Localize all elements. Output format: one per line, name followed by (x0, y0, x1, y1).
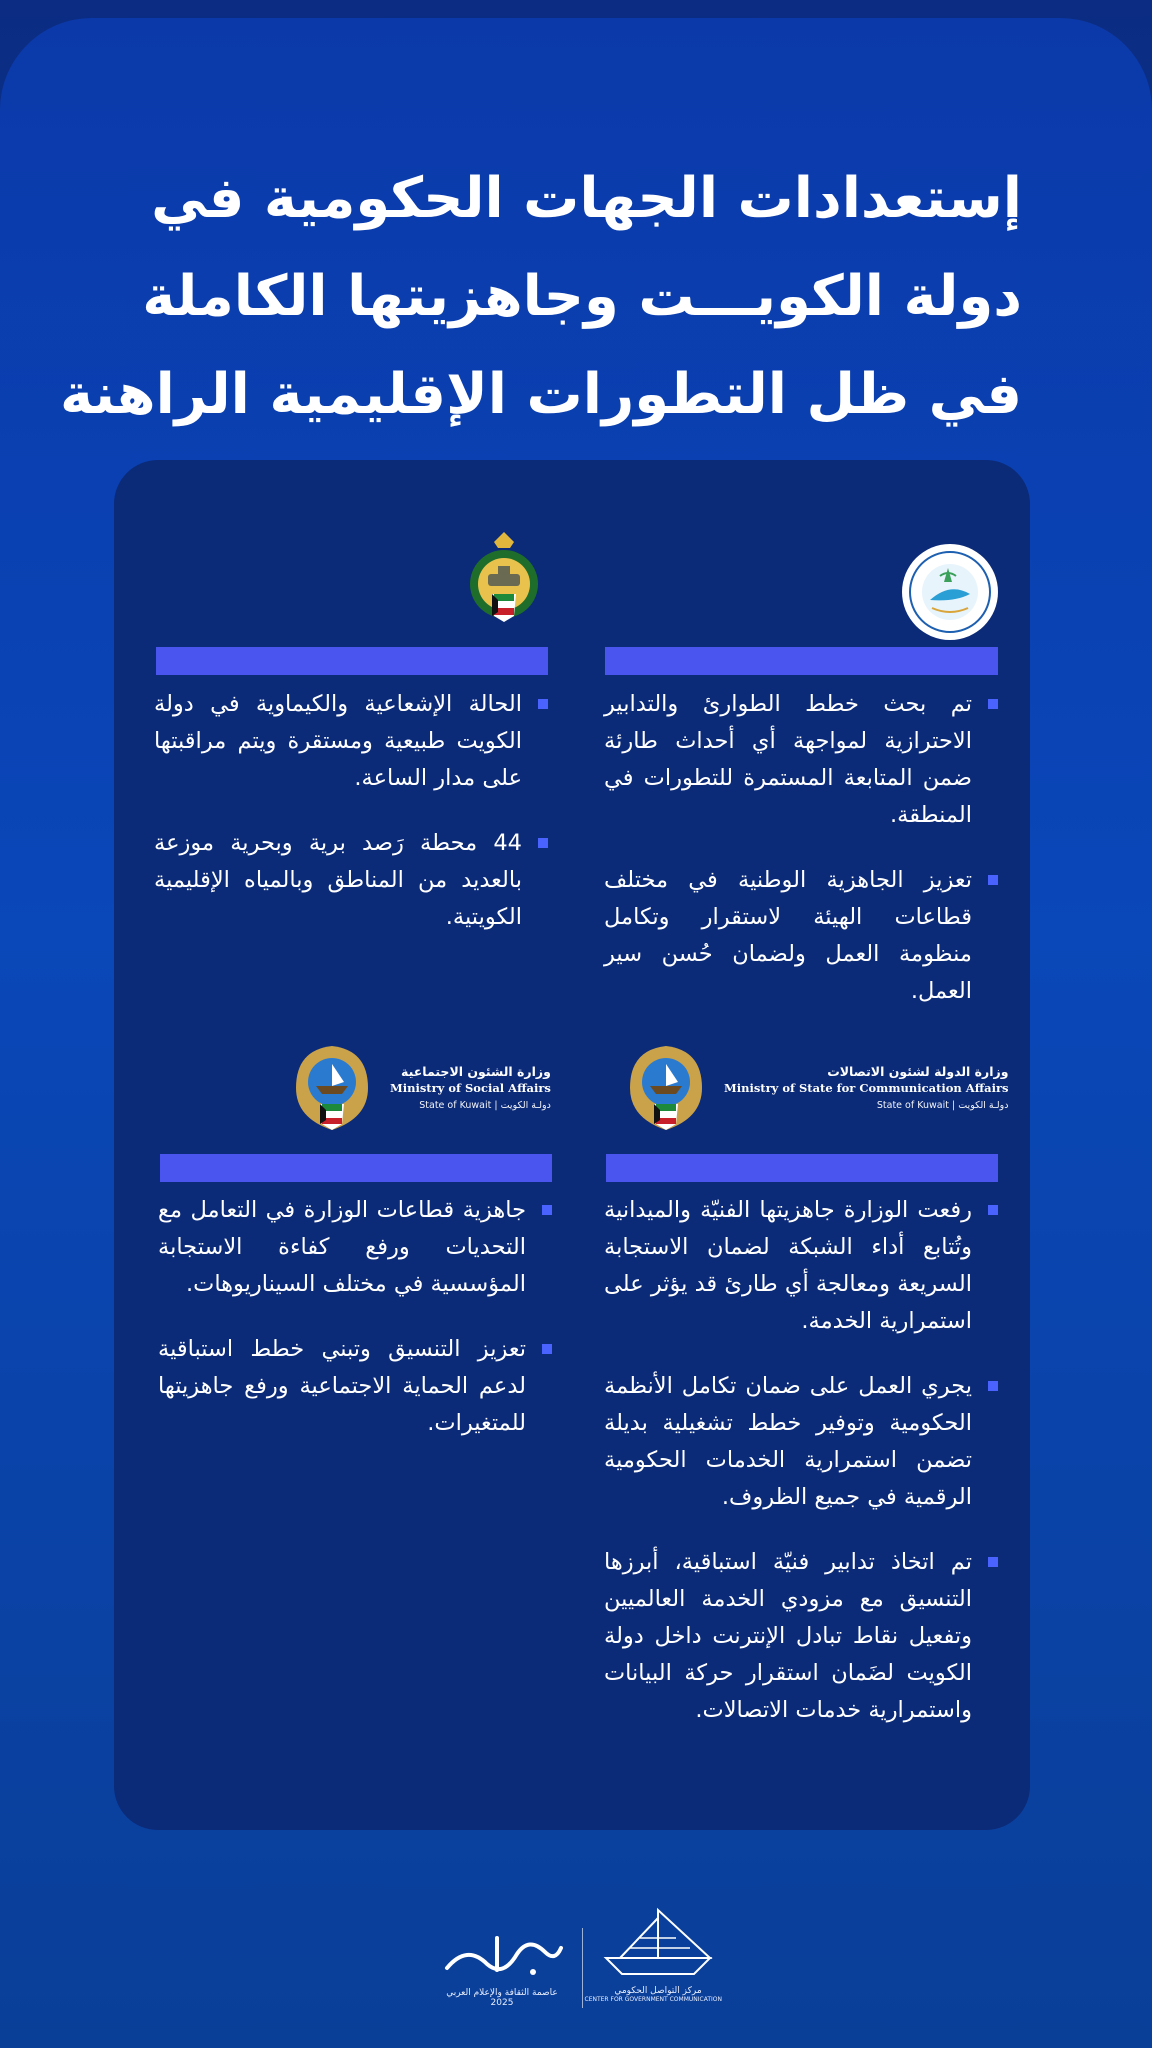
state-ar: دولـة الكويت (500, 1099, 551, 1111)
bullet-square-icon (988, 699, 998, 709)
top-left-column (154, 686, 548, 964)
list-item: تم بحث خطط الطوارئ والتدابير الاحترازية لمواجهة أي أحداث طارئة ضمن المتابعة المستمرة للتطورات في المنطقة. (604, 686, 998, 834)
kuwait-emblem-icon (620, 1038, 712, 1138)
social-affairs-ministry-header (286, 1038, 551, 1138)
bullet-square-icon (542, 1205, 552, 1215)
list-item: 44 محطة رَصد برية وبحرية موزعة بالعديد من المناطق وبالمياه الإقليمية الكويتية. (154, 825, 548, 936)
bottom-right-column (604, 1192, 998, 1757)
title-line-3: في ظل التطورات الإقليمية الراهنة (59, 362, 1022, 427)
top-right-column (604, 686, 998, 1038)
national-guard-logo (458, 528, 550, 628)
communication-ministry-header (620, 1038, 1009, 1138)
fisheries-authority-logo (900, 542, 1000, 642)
bullet-square-icon (988, 1381, 998, 1391)
ministry-name-block (390, 1063, 551, 1114)
accent-bar-bottom-right (606, 1154, 998, 1182)
accent-bar-top-left (156, 647, 548, 675)
bullet-square-icon (542, 1344, 552, 1354)
bottom-left-column (158, 1192, 552, 1470)
state-line: دولـة الكويت | State of Kuwait (419, 1099, 551, 1111)
ministry-name-ar: وزارة الشئون الاجتماعية (401, 1063, 551, 1079)
gcc-caption-en: CENTER FOR GOVERNMENT COMMUNICATION (584, 1996, 722, 2003)
list-item: الحالة الإشعاعية والكيماوية في دولة الكويت طبيعية ومستقرة ويتم مراقبتها على مدار الساعة. (154, 686, 548, 797)
page-title (59, 150, 1022, 444)
list-item: تعزيز الجاهزية الوطنية في مختلف قطاعات الهيئة لاستقرار وتكامل منظومة العمل ولضمان حُسن سير العمل. (604, 862, 998, 1010)
guard-emblem-icon (458, 528, 550, 628)
calligraphy-logo-icon (437, 1924, 567, 1984)
state-line: دولـة الكويت | State of Kuwait (876, 1099, 1009, 1111)
state-en: State of Kuwait (419, 1099, 492, 1111)
ministry-name-en: Ministry of Social Affairs (390, 1080, 551, 1095)
list-item: يجري العمل على ضمان تكامل الأنظمة الحكومية وتوفير خطط تشغيلية بديلة تضمن استمرارية الخدمات الحكومية الرقمية في جميع الظروف. (604, 1368, 998, 1516)
bullet-square-icon (538, 699, 548, 709)
ministry-name-block (724, 1063, 1009, 1114)
title-line-2: دولة الكويـــت وجاهزيتها الكاملة (142, 264, 1022, 329)
accent-bar-top-right (605, 647, 998, 675)
list-item: جاهزية قطاعات الوزارة في التعامل مع التحديات ورفع كفاءة الاستجابة المؤسسية في مختلف السيناريوهات. (158, 1192, 552, 1303)
footer (0, 1888, 1152, 2028)
ministry-name-en: Ministry of State for Communication Affairs (724, 1080, 1009, 1095)
bullet-square-icon (988, 875, 998, 885)
bullet-square-icon (988, 1557, 998, 1567)
culture-capital-caption: عاصمة الثقافة والإعلام العربي (446, 1988, 558, 1998)
state-en: State of Kuwait (876, 1099, 949, 1111)
ministry-name-ar: وزارة الدولة لشئون الاتصالات (827, 1063, 1009, 1079)
gcc-caption-ar: مركز التواصل الحكومي (614, 1986, 702, 1996)
title-line-1: إستعدادات الجهات الحكومية في (151, 166, 1022, 231)
culture-capital-logo (432, 1924, 572, 2008)
accent-bar-bottom-left (160, 1154, 552, 1182)
state-ar: دولـة الكويت (958, 1099, 1009, 1111)
footer-divider (582, 1928, 583, 2008)
list-item: رفعت الوزارة جاهزيتها الفنيّة والميدانية وتُتابع أداء الشبكة لضمان الاستجابة السريعة ومعالجة أي طارئ قد يؤثر على استمرارية الخدمة. (604, 1192, 998, 1340)
list-item: تعزيز التنسيق وتبني خطط استباقية لدعم الحماية الاجتماعية ورفع جاهزيتها للمتغيرات. (158, 1331, 552, 1442)
dhow-sail-icon (600, 1904, 716, 1982)
kuwait-emblem-icon (286, 1038, 378, 1138)
bullet-square-icon (538, 838, 548, 848)
government-communication-logo (584, 1904, 722, 2003)
fisheries-seal-icon (900, 542, 1000, 642)
bullet-square-icon (988, 1205, 998, 1215)
list-item: تم اتخاذ تدابير فنيّة استباقية، أبرزها التنسيق مع مزودي الخدمة العالميين وتفعيل نقاط تبادل الإنترنت داخل دولة الكويت لضَمان استقرار حركة البيانات واستمرارية خدمات الاتصالات. (604, 1544, 998, 1729)
culture-capital-year: 2025 (490, 1998, 514, 2008)
